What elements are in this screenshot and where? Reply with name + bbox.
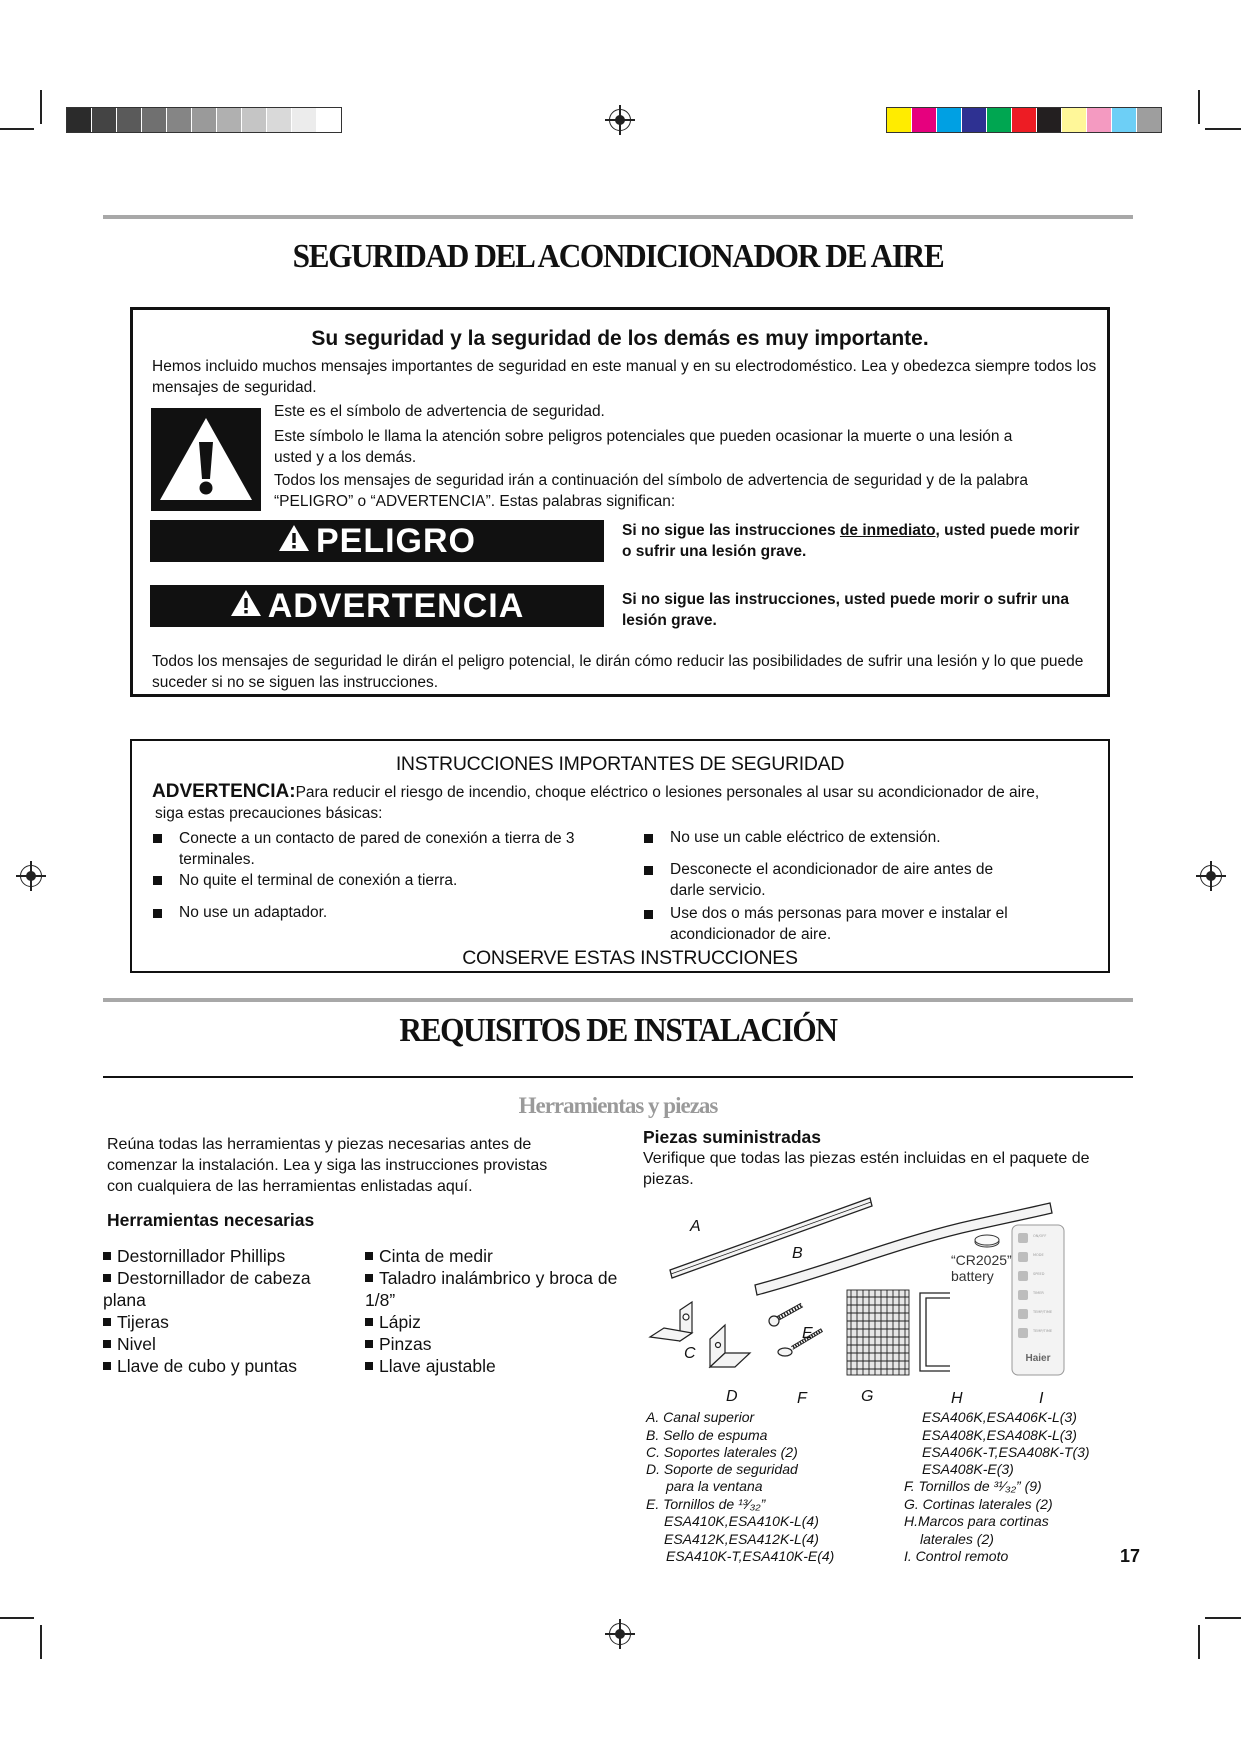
parts-intro: Verifique que todas las piezas estén incluidas en el paquete de piezas. bbox=[643, 1150, 1090, 1188]
bullet bbox=[644, 866, 653, 875]
danger-description bbox=[622, 520, 1082, 562]
caption-c: C. Soportes laterales (2) bbox=[646, 1444, 798, 1460]
color-swatch bbox=[1012, 108, 1037, 132]
color-swatch bbox=[937, 108, 962, 132]
instructions-heading: INSTRUCCIONES IMPORTANTES DE SEGURIDAD bbox=[395, 753, 845, 775]
caption-d-cont: para la ventana bbox=[666, 1478, 763, 1494]
caption-i: I. Control remoto bbox=[904, 1548, 1009, 1564]
symbol-text-2: Este símbolo le llama la atención sobre peligros potenciales que pueden ocasionar la muerte o una lesión a usted y a los demás. bbox=[274, 428, 1013, 466]
caption-h: H.Marcos para cortinas bbox=[904, 1513, 1049, 1529]
bullet bbox=[644, 910, 653, 919]
caption-e-model-2: ESA412K,ESA412K-L(4) bbox=[664, 1531, 819, 1547]
svg-text:TEMP/TIME: TEMP/TIME bbox=[1033, 1329, 1053, 1333]
color-swatch bbox=[1087, 108, 1112, 132]
tool-item: Destornillador Phillips bbox=[103, 1245, 285, 1267]
caption-e-model-6: ESA406K-T,ESA408K-T(3) bbox=[922, 1444, 1090, 1460]
color-swatch bbox=[117, 108, 142, 132]
install-intro: Reúna todas las herramientas y piezas necesarias antes de comenzar la instalación. Lea y siga las instrucciones provistas con cualquiera de las herramientas enlistadas aquí. bbox=[107, 1136, 548, 1195]
registration-mark-right bbox=[1200, 865, 1222, 887]
figure-letter-e: E bbox=[802, 1325, 813, 1342]
tool-item: Taladro inalámbrico y broca de 1/8” bbox=[365, 1268, 618, 1310]
symbol-text-3: Todos los mensajes de seguridad irán a continuación del símbolo de advertencia de seguridad y de la palabra “PELIGRO” o “ADVERTENCIA”. Estas palabras significan: bbox=[274, 472, 1028, 510]
screw-part-f bbox=[778, 1330, 822, 1356]
caption-d: D. Soporte de seguridad bbox=[646, 1461, 798, 1477]
figure-letter-h: H bbox=[951, 1390, 963, 1407]
caption-g: G. Cortinas laterales (2) bbox=[904, 1496, 1053, 1512]
screw-part-e bbox=[769, 1305, 802, 1326]
svg-text:TIMER: TIMER bbox=[1033, 1291, 1044, 1295]
tool-item: Llave de cubo y puntas bbox=[103, 1355, 297, 1377]
symbol-text-1: Este es el símbolo de advertencia de seguridad. bbox=[274, 403, 605, 420]
warning-label bbox=[150, 585, 604, 627]
side-curtain-part bbox=[847, 1290, 909, 1375]
warning-triangle-icon bbox=[278, 522, 310, 561]
section-rule bbox=[103, 998, 1133, 1002]
side-bracket-part bbox=[650, 1302, 692, 1341]
registration-mark-top bbox=[609, 109, 631, 131]
gray-color-bar bbox=[66, 107, 342, 133]
svg-text:SPEED: SPEED bbox=[1033, 1272, 1045, 1276]
figure-letter-c: C bbox=[684, 1345, 696, 1362]
color-swatch bbox=[1112, 108, 1137, 132]
svg-text:MODE: MODE bbox=[1033, 1253, 1044, 1257]
warning-word: ADVERTENCIA bbox=[267, 586, 525, 625]
warning-triangle-icon bbox=[230, 587, 262, 626]
caption-b: B. Sello de espuma bbox=[646, 1427, 768, 1443]
section-rule bbox=[103, 215, 1133, 219]
safety-intro: Hemos incluido muchos mensajes importantes de seguridad en este manual y en su electrodoméstico. Lea y obedezca siempre todos los mensajes de seguridad. bbox=[152, 358, 1097, 396]
figure-letter-f: F bbox=[797, 1390, 807, 1407]
tool-item: Cinta de medir bbox=[365, 1245, 493, 1267]
instructions-warning bbox=[152, 781, 1112, 803]
color-swatch bbox=[67, 108, 92, 132]
install-title: REQUISITOS DE INSTALACIÓN bbox=[399, 1012, 837, 1049]
danger-label bbox=[150, 520, 604, 562]
caption-e-model-3: ESA410K-T,ESA410K-E(4) bbox=[666, 1548, 835, 1564]
parts-illustration bbox=[640, 1185, 1080, 1400]
figure-letter-b: B bbox=[792, 1245, 803, 1262]
tool-item: Llave ajustable bbox=[365, 1355, 496, 1377]
safety-box-heading: Su seguridad y la seguridad de los demás es muy importante. bbox=[311, 327, 929, 350]
color-swatch bbox=[912, 108, 937, 132]
instructions-footer: CONSERVE ESTAS INSTRUCCIONES bbox=[462, 947, 798, 969]
danger-word: PELIGRO bbox=[315, 521, 477, 560]
right-item-2: Desconecte el acondicionador de aire antes de darle servicio. bbox=[670, 861, 994, 899]
battery-label: “CR2025” battery bbox=[951, 1252, 1012, 1284]
danger-text-a: Si no sigue las instrucciones bbox=[622, 522, 840, 539]
warning-description: Si no sigue las instrucciones, usted puede morir o sufrir una lesión grave. bbox=[622, 591, 1070, 629]
caption-e: E. Tornillos de ¹³⁄₃₂” bbox=[646, 1496, 766, 1512]
color-swatch bbox=[192, 108, 217, 132]
left-item-1: Conecte a un contacto de pared de conexión a tierra de 3 terminales. bbox=[179, 830, 575, 868]
tool-item: Pinzas bbox=[365, 1333, 432, 1355]
battery-icon bbox=[975, 1235, 999, 1247]
parts-heading: Piezas suministradas bbox=[643, 1127, 821, 1147]
color-swatch bbox=[1037, 108, 1062, 132]
install-title-rule bbox=[103, 1076, 1133, 1078]
color-swatch bbox=[167, 108, 192, 132]
window-lock-part bbox=[710, 1325, 750, 1367]
page-number: 17 bbox=[1120, 1546, 1141, 1566]
color-swatch bbox=[92, 108, 117, 132]
left-item-2: No quite el terminal de conexión a tierra. bbox=[179, 872, 458, 889]
color-swatch bbox=[1062, 108, 1087, 132]
color-swatch bbox=[217, 108, 242, 132]
bullet bbox=[644, 834, 653, 843]
tool-item: Lápiz bbox=[365, 1311, 421, 1333]
danger-text-emphasis: de inmediato bbox=[839, 522, 936, 539]
color-swatch bbox=[887, 108, 912, 132]
registration-mark-bottom bbox=[609, 1623, 631, 1645]
instructions-warning-line2: siga estas precauciones básicas: bbox=[155, 805, 383, 822]
tools-heading: Herramientas necesarias bbox=[107, 1210, 315, 1230]
right-item-3: Use dos o más personas para mover e instalar el acondicionador de aire. bbox=[670, 905, 1008, 943]
process-color-bar bbox=[886, 107, 1162, 133]
svg-text:TEMP/TIME: TEMP/TIME bbox=[1033, 1310, 1053, 1314]
tool-item: Nivel bbox=[103, 1333, 156, 1355]
tool-item: Tijeras bbox=[103, 1311, 169, 1333]
bullet bbox=[153, 834, 162, 843]
figure-letter-g: G bbox=[861, 1388, 874, 1405]
bullet bbox=[153, 876, 162, 885]
figure-letter-d: D bbox=[726, 1388, 738, 1405]
caption-a: A. Canal superior bbox=[646, 1409, 755, 1425]
safety-title: SEGURIDAD DEL ACONDICIONADOR DE AIRE bbox=[292, 238, 944, 275]
color-swatch bbox=[142, 108, 167, 132]
caption-e-model-7: ESA408K-E(3) bbox=[922, 1461, 1014, 1477]
color-swatch bbox=[317, 108, 341, 132]
safety-alert-icon bbox=[151, 408, 261, 511]
caption-f: F. Tornillos de ³¹⁄₃₂” (9) bbox=[904, 1478, 1042, 1494]
tool-item: Destornillador de cabeza plana bbox=[103, 1268, 311, 1310]
color-swatch bbox=[962, 108, 987, 132]
figure-letter-i: I bbox=[1039, 1390, 1044, 1407]
caption-e-model-1: ESA410K,ESA410K-L(4) bbox=[664, 1513, 819, 1529]
install-subtitle: Herramientas y piezas bbox=[518, 1093, 718, 1118]
danger-text-c: , usted puede morir o sufrir una lesión grave. bbox=[622, 522, 1080, 560]
color-swatch bbox=[242, 108, 267, 132]
color-swatch bbox=[1137, 108, 1161, 132]
instructions-warning-text: Para reducir el riesgo de incendio, choque eléctrico o lesiones personales al usar su acondicionador de aire, bbox=[295, 784, 1040, 801]
caption-h-cont: laterales (2) bbox=[920, 1531, 994, 1547]
caption-e-model-4: ESA406K,ESA406K-L(3) bbox=[922, 1409, 1077, 1425]
registration-mark-left bbox=[20, 865, 42, 887]
curtain-frame-part bbox=[920, 1293, 950, 1371]
left-item-3: No use un adaptador. bbox=[179, 904, 328, 921]
safety-footer: Todos los mensajes de seguridad le dirán el peligro potencial, le dirán cómo reducir las posibilidades de sufrir una lesión y lo que puede suceder si no se siguen las instrucciones. bbox=[152, 653, 1084, 691]
right-item-1: No use un cable eléctrico de extensión. bbox=[670, 829, 941, 846]
svg-text:ON/OFF: ON/OFF bbox=[1033, 1234, 1047, 1238]
bullet bbox=[153, 909, 162, 918]
figure-letter-a: A bbox=[690, 1218, 701, 1235]
remote-control-part bbox=[1012, 1225, 1064, 1375]
color-swatch bbox=[292, 108, 317, 132]
svg-text:Haier: Haier bbox=[1025, 1353, 1051, 1364]
caption-e-model-5: ESA408K,ESA408K-L(3) bbox=[922, 1427, 1077, 1443]
instructions-warning-word: ADVERTENCIA: bbox=[152, 781, 296, 802]
color-swatch bbox=[267, 108, 292, 132]
color-swatch bbox=[987, 108, 1012, 132]
